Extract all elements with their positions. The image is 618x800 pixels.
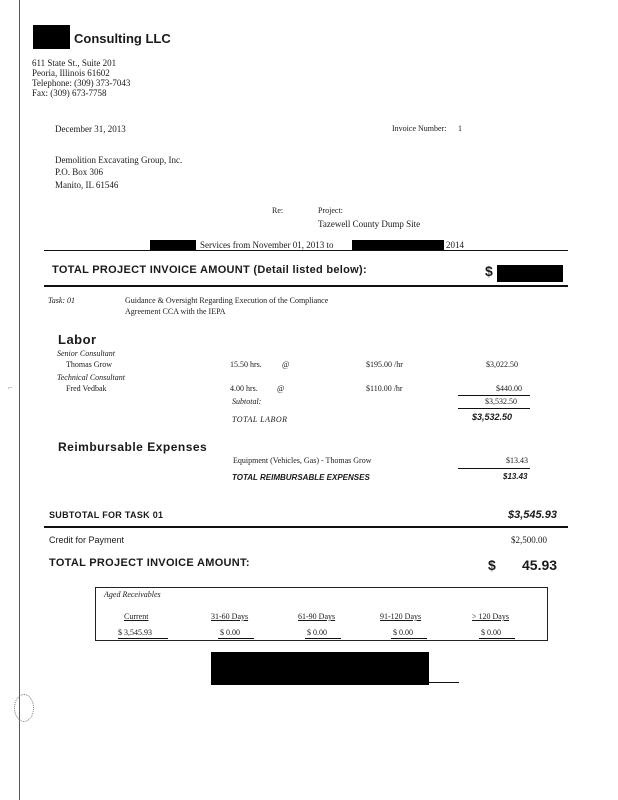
redacted-footer	[211, 652, 429, 685]
reimbursable-heading: Reimbursable Expenses	[58, 440, 208, 454]
invoice-number-label: Invoice Number:	[392, 124, 447, 133]
aging-value-underline-current	[118, 638, 168, 639]
aging-value-underline-31-60	[218, 638, 254, 639]
scan-edge-line	[19, 0, 20, 800]
aging-value-underline-61-90	[305, 638, 341, 639]
labor-rate-grow: $195.00 /hr	[366, 360, 403, 369]
labor-hours-vedbak: 4.00 hrs.	[230, 384, 258, 393]
grand-total-label: TOTAL PROJECT INVOICE AMOUNT:	[49, 557, 250, 569]
labor-person-vedbak: Fred Vedbak	[66, 384, 107, 393]
aging-value-over-120: $ 0.00	[481, 628, 501, 637]
services-text: Services from November 01, 2013 to	[200, 240, 334, 250]
aging-header-91-120: 91-120 Days	[380, 612, 422, 621]
summary-rule	[44, 526, 568, 528]
re-project: Project:	[318, 206, 343, 215]
letterhead-address2: Peoria, Illinois 61602	[32, 68, 110, 78]
aging-value-31-60: $ 0.00	[220, 628, 240, 637]
project-total-currency: $	[485, 263, 493, 279]
letterhead-address1: 611 State St., Suite 201	[32, 58, 117, 68]
labor-amount-grow: $3,022.50	[486, 360, 518, 369]
services-year: 2014	[446, 240, 464, 250]
labor-rate-vedbak: $110.00 /hr	[366, 384, 403, 393]
credit-label: Credit for Payment	[49, 535, 125, 545]
credit-amount: $2,500.00	[511, 535, 547, 545]
labor-role-senior: Senior Consultant	[57, 349, 116, 358]
labor-at-grow: @	[282, 360, 290, 369]
labor-amount-vedbak: $440.00	[496, 384, 522, 393]
aging-value-91-120: $ 0.00	[393, 628, 413, 637]
reimbursable-total-label: TOTAL REIMBURSABLE EXPENSES	[232, 473, 370, 482]
labor-subtotal: $3,532.50	[485, 397, 517, 406]
client-name: Demolition Excavating Group, Inc.	[55, 155, 183, 165]
reimbursable-rule	[458, 468, 530, 469]
project-total-rule	[44, 285, 568, 287]
task-subtotal-label: SUBTOTAL FOR TASK 01	[49, 510, 164, 520]
grand-total: 45.93	[522, 557, 558, 573]
client-address2: Manito, IL 61546	[55, 180, 119, 190]
letterhead-fax: Fax: (309) 673-7758	[32, 88, 107, 98]
company-name: Consulting LLC	[74, 31, 171, 46]
re-site: Tazewell County Dump Site	[318, 219, 421, 229]
scan-mark: ⌐	[8, 383, 13, 392]
scan-hole-mark	[14, 694, 34, 722]
labor-total-label: TOTAL LABOR	[232, 415, 288, 424]
task-subtotal: $3,545.93	[508, 509, 557, 521]
grand-total-currency: $	[488, 557, 496, 573]
task-label: Task: 01	[48, 296, 76, 305]
invoice-number: 1	[458, 124, 462, 133]
aging-value-underline-91-120	[391, 638, 427, 639]
redacted-services-prefix	[150, 240, 196, 250]
task-description-line2: Agreement CCA with the IEPA	[125, 307, 226, 316]
aging-header-61-90: 61-90 Days	[298, 612, 336, 621]
labor-role-technical: Technical Consultant	[57, 373, 125, 382]
labor-subtotal-rule2	[458, 408, 530, 409]
aging-header-current: Current	[124, 612, 149, 621]
aging-header-over-120: > 120 Days	[472, 612, 509, 621]
letterhead-phone: Telephone: (309) 373-7043	[32, 78, 131, 88]
reimbursable-total: $13.43	[503, 472, 528, 481]
footer-rule	[429, 682, 459, 683]
aging-value-current: $ 3,545.93	[118, 628, 152, 637]
labor-heading: Labor	[58, 332, 97, 347]
labor-hours-grow: 15.50 hrs.	[230, 360, 262, 369]
redacted-project-total	[497, 265, 563, 282]
client-address1: P.O. Box 306	[55, 167, 104, 177]
labor-subtotal-rule	[458, 395, 530, 396]
reimbursable-item-amount: $13.43	[506, 456, 528, 465]
labor-total: $3,532.50	[472, 412, 513, 422]
task-description-line1: Guidance & Oversight Regarding Execution of the Compliance	[125, 296, 329, 305]
labor-at-vedbak: @	[277, 384, 285, 393]
aging-header-31-60: 31-60 Days	[211, 612, 249, 621]
aging-value-underline-over-120	[479, 638, 515, 639]
labor-subtotal-label: Subtotal:	[232, 397, 262, 406]
invoice-date: December 31, 2013	[55, 124, 126, 134]
labor-person-grow: Thomas Grow	[66, 360, 112, 369]
redacted-logo	[33, 25, 70, 49]
services-top-rule	[44, 250, 568, 251]
project-total-label: TOTAL PROJECT INVOICE AMOUNT (Detail listed below):	[52, 264, 367, 276]
redacted-services-date	[352, 240, 444, 250]
aging-value-61-90: $ 0.00	[307, 628, 327, 637]
aged-receivables-title: Aged Receivables	[104, 590, 161, 599]
re-label: Re:	[272, 206, 284, 215]
reimbursable-item: Equipment (Vehicles, Gas) - Thomas Grow	[233, 456, 372, 465]
